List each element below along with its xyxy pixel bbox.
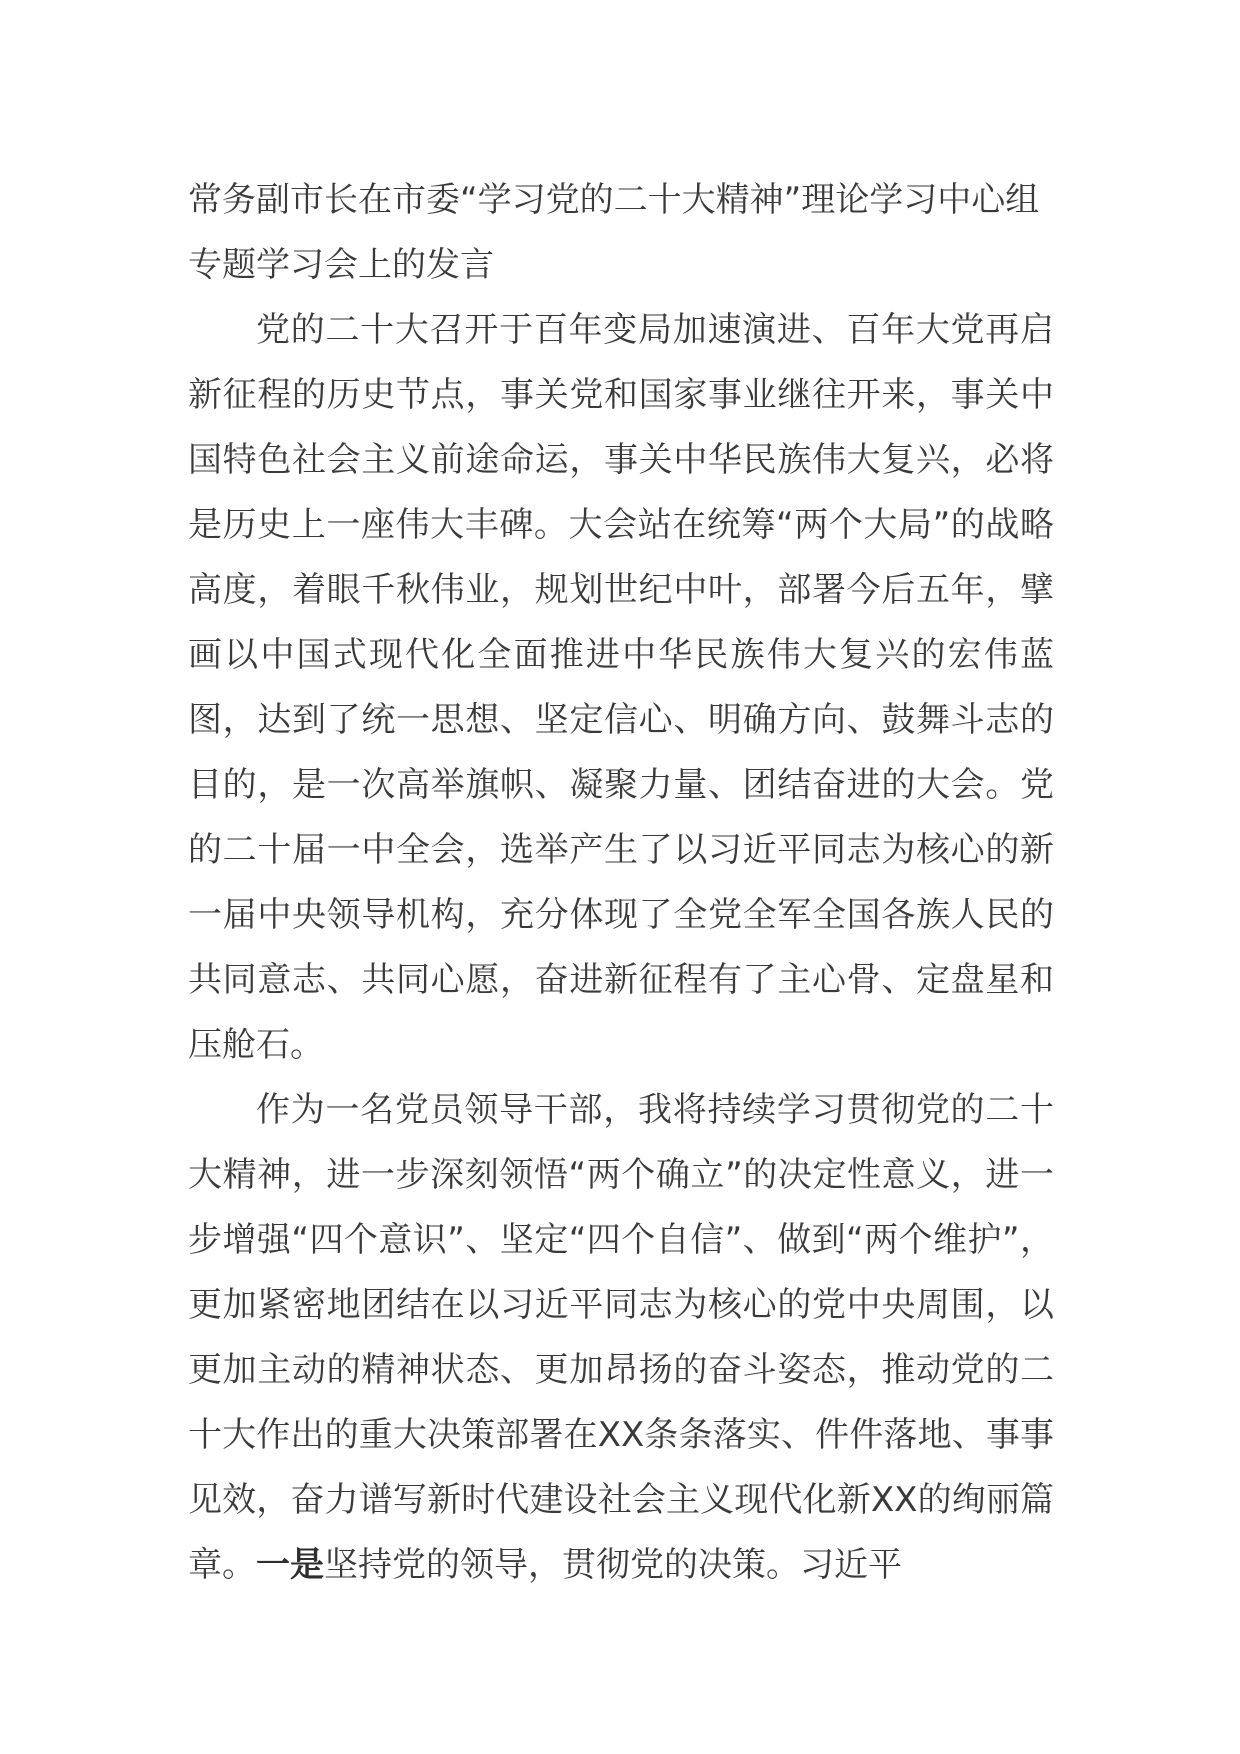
paragraph-2-text-after: 坚持党的领导，贯彻党的决策。习近平 (324, 1545, 902, 1585)
paragraph-1: 党的二十大召开于百年变局加速演进、百年大党再启新征程的历史节点，事关党和国家事业继往开来，事关中国特色社会主义前途命运，事关中华民族伟大复兴，必将是历史上一座伟大丰碑。大会站在统筹“两个大局”的战略高度，着眼千秋伟业，规划世纪中叶，部署今后五年，擘画以中国式现代化全面推进中华民族伟大复兴的宏伟蓝图，达到了统一思想、坚定信心、明确方向、鼓舞斗志的目的，是一次高举旗帜、凝聚力量、团结奋进的大会。党的二十届一中全会，选举产生了以习近平同志为核心的新一届中央领导机构，充分体现了全党全军全国各族人民的共同意志、共同心愿，奋进新征程有了主心骨、定盘星和压舱石。 (188, 310, 1054, 1065)
paragraph-2-lead: 一是 (256, 1545, 324, 1585)
paragraph-2 (188, 1078, 1054, 1598)
document-body (188, 168, 1054, 1598)
document-title: 常务副市长在市委“学习党的二十大精神”理论学习中心组专题学习会上的发言 (188, 180, 1040, 285)
paragraph-2-text-before: 作为一名党员领导干部，我将持续学习贯彻党的二十大精神，进一步深刻领悟“两个确立”的决定性意义，进一步增强“四个意识”、坚定“四个自信”、做到“两个维护”，更加紧密地团结在以习近平同志为核心的党中央周围，以更加主动的精神状态、更加昂扬的奋斗姿态，推动党的二十大作出的重大决策部署在XX条条落实、件件落地、事事见效，奋力谱写新时代建设社会主义现代化新XX的绚丽篇章。 (188, 1090, 1054, 1585)
